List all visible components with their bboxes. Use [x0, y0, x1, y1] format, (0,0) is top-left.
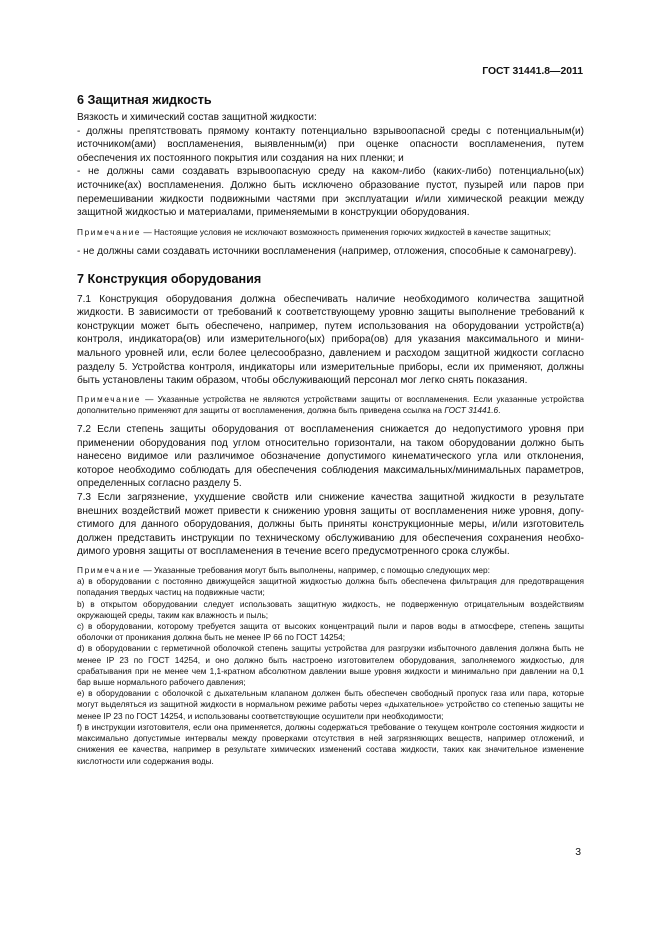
- note-item-f: f) в инструкции изготовителя, если она применяется, должны содержаться требование о текущем контроле состояния жидкости и максимально допустимые интервалы между проверками отсутствия в ней загрязняющих веществ, например отложений, и снижения ее качества, например в результате химических изменений состава жидкости, таких как значительное изменение кислотности или содержания воды.: [77, 721, 584, 766]
- section-6-note: [77, 227, 584, 238]
- paragraph-7-1: 7.1 Конструкция оборудования должна обеспечивать наличие необходимого количества защитной жидкости. В зависимости от требований к соответствующему уровню защиты выполнение требований к конструкции может быть обеспечено, например, путем использования на оборудовании устройств(а) контроля, индикатора(ов) или измерительного(ых) прибора(ов) для указания максимального и минимального уровней или, если более целесообразно, давлением и расходом защитной жидкости согласно разделу 5. Устройства контроля, индикаторы или измерительные приборы, если их применяют, должны быть установлены таким образом, чтобы обслуживающий персонал мог легко снять показания.: [77, 293, 584, 387]
- section-6-item-1: - должны препятствовать прямому контакту потенциально взрывоопасной среды с потенциальным(и) источником(ами) воспламенения, выявленным(и) при оценке опасности воспламенения, путем обеспечения их постоянного покрытия или создания на них пленки; и: [77, 125, 584, 164]
- paragraph-7-2: 7.2 Если степень защиты оборудования от воспламенения снижается до недопустимого уровня при применении оборудования под углом относительно горизонтали, на таком оборудовании должно быть нанесено видимое или различимое обозначение допустимого кинематического угла или отклонения, которое необходимо соблюдать для обеспечения соблюдения максимальных/минимальных параметров, определенных согласно разделу 5.: [77, 424, 584, 490]
- note-item-c: с) в оборудовании, которому требуется защита от высоких концентраций пыли и паров воды в атмосфере, степень защиты оболочки от проникания должна быть не менее IP 66 по ГОСТ 14254;: [77, 621, 584, 643]
- paragraph-7-1-note: [77, 394, 584, 416]
- note-end: .: [498, 404, 501, 415]
- page-content: [77, 92, 584, 767]
- note-text: — Указанные требования могут быть выполнены, например, с помощью следующих мер:: [141, 565, 490, 576]
- section-6-item-3: - не должны сами создавать источники воспламенения (например, отложения, способные к самонагреву).: [77, 245, 577, 257]
- document-id-header: ГОСТ 31441.8—2011: [482, 66, 583, 77]
- section-6-title: 6 Защитная жидкость: [77, 93, 212, 107]
- note-item-d: d) в оборудовании с герметичной оболочкой степень защиты устройства для разгрузки избыточного давления должна быть не менее IP 23 по ГОСТ 14254, и оно должно быть настроено изготовителем оборудования, заполняемого жидкостью, для срабатывания при не менее чем 1,1-кратном абсолютном давлении выше уровня жидкости и минимально при давлении на 0,1 бар выше нормального рабочего давления;: [77, 643, 584, 688]
- paragraph-7-3: 7.3 Если загрязнение, ухудшение свойств или снижение качества защитной жидкости в результате внешних воздействий может привести к снижению уровня защиты от воспламенения ниже уровня, допустимого для данного оборудования, должны быть приняты конструкционные меры, и/или изготовитель должен представить инструкции по техническому обслуживанию для обеспечения сохранения необходимого уровня защиты от воспламенения в течение всего предусмотренного срока службы.: [77, 492, 584, 558]
- section-7-title: 7 Конструкция оборудования: [77, 271, 262, 286]
- note-label: Примечание: [77, 226, 142, 237]
- note-item-e: е) в оборудовании с оболочкой с дыхательным клапаном должен быть обеспечен свободный пропуск газа или пара, которые могут выделяться из защитной жидкости в нормальном режиме работы через «дыхательное» устройство со степенью защиты не менее IP 23 по ГОСТ 14254, и использованы соответствующие осушители при необходимости;: [77, 688, 584, 721]
- paragraph-7-3-note: [77, 565, 584, 576]
- note-text: — Настоящие условия не исключают возможность применения горючих жидкостей в качестве защитных;: [141, 226, 551, 237]
- note-reference: ГОСТ 31441.6: [444, 404, 499, 415]
- note-label: Примечание: [77, 393, 142, 404]
- note-item-b: b) в открытом оборудовании следует использовать защитную жидкость, не подверженную отрицательным воздействиям окружающей среды, таким как влажность и пыль;: [77, 598, 584, 620]
- page-number: 3: [575, 847, 581, 858]
- note-label: Примечание: [77, 565, 142, 576]
- note-text: — Указанные устройства не являются устройствами защиты от воспламенения. Если указанные устройства дополнительно применяют для защиты от воспламенения, должна быть приведена ссылка на: [77, 393, 584, 415]
- section-6-intro: Вязкость и химический состав защитной жидкости:: [77, 112, 317, 123]
- section-6-item-2: - не должны сами создавать взрывоопасную среду на каком-либо (каких-либо) потенциально(ых) источнике(ах) воспламенения. Должно быть исключено образование пустот, пузырей или паров при перемешивании жидкости подвижными частями при эксплуатации и/или химической реакции между защитной жидкостью и материалами, применяемыми в конструкции оборудования.: [77, 166, 584, 219]
- note-item-a: а) в оборудовании с постоянно движущейся защитной жидкостью должна быть обеспечена фильтрация для предотвращения попадания твердых частиц на подвижные части;: [77, 576, 584, 598]
